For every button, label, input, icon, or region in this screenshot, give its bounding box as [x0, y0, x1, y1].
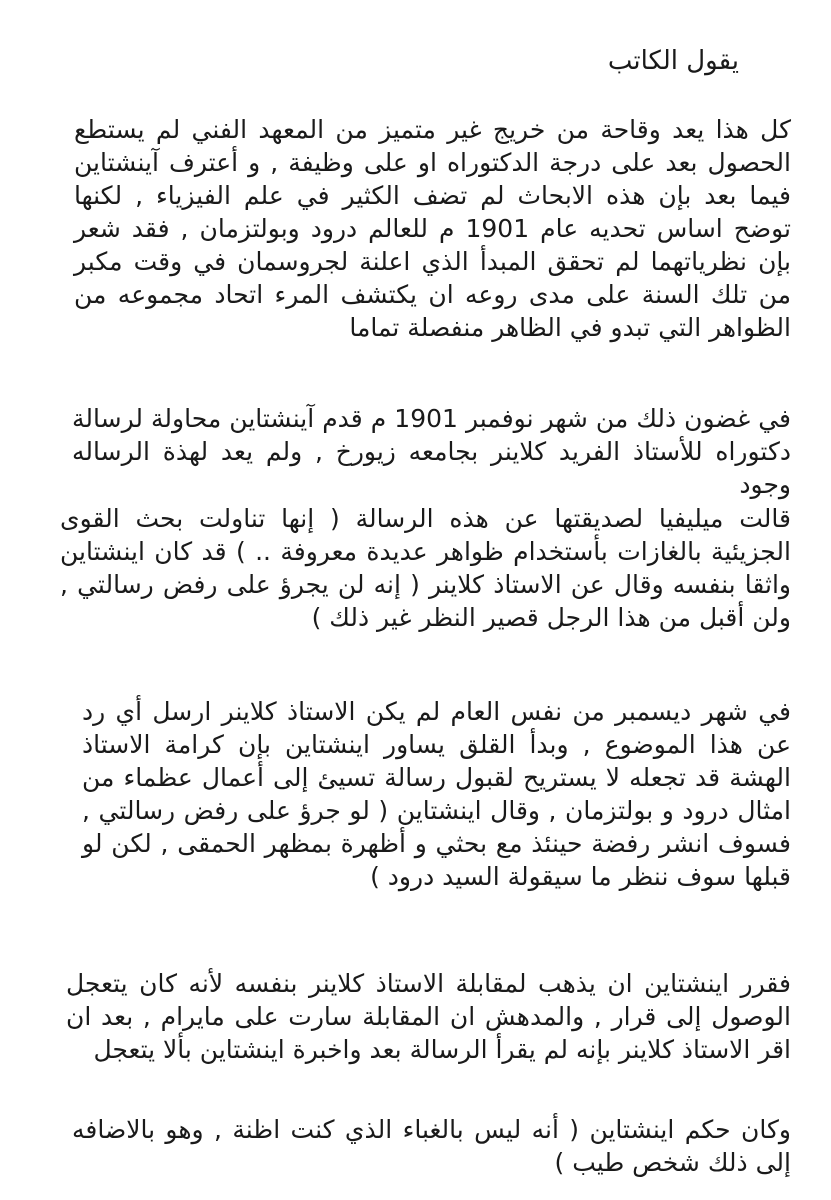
paragraph-1 — [74, 113, 791, 344]
paragraph-2 — [72, 402, 791, 501]
paragraph-text: قالت ميليفيا لصديقتها عن هذه الرسالة ( إنها تناولت بحث القوى الجزيئية بالغازات بأستخدام ظواهر عديدة معروفة .. ) قد كان اينشتاين واثقا بنفسه وقال عن الاستاذ كلاينر ( إنه لن يجرؤ على رفض رسالتي , ولن أقبل من هذا الرجل قصير النظر غير ذلك ) — [60, 504, 791, 632]
paragraph-5 — [66, 967, 791, 1066]
paragraph-text: فقرر اينشتاين ان يذهب لمقابلة الاستاذ كلاينر بنفسه لأنه كان يتعجل الوصول إلى قرار , والمدهش ان المقابلة سارت على مايرام , بعد ان اقر الاستاذ كلاينر بإنه لم يقرأ الرسالة بعد واخبرة اينشتاين بألا يتعجل — [66, 969, 791, 1064]
paragraph-3 — [60, 502, 791, 634]
paragraph-4 — [82, 695, 791, 893]
paragraph-text: في غضون ذلك من شهر نوفمبر 1901 م قدم آينشتاين محاولة لرسالة دكتوراه للأستاذ الفريد كلاينر بجامعه زيورخ , ولم يعد لهذة الرساله وجود — [72, 404, 791, 499]
paragraph-text: كل هذا يعد وقاحة من خريج غير متميز من المعهد الفني لم يستطع الحصول بعد على درجة الدكتوراه او على وظيفة , و أعترف آينشتاين فيما بعد بإن هذه الابحاث لم تضف الكثير في علم الفيزياء , لكنها توضح اساس تحديه عام 1901 م للعالم درود وبولتزمان , فقد شعر بإن نظرياتهما لم تحقق المبدأ الذي اعلنة لجروسمان في وقت مكبر من تلك السنة على مدى روعه ان يكتشف المرء اتحاد مجموعه من الظواهر التي تبدو في الظاهر منفصلة تماما — [74, 115, 791, 342]
paragraph-6 — [72, 1113, 791, 1179]
paragraph-text: وكان حكم اينشتاين ( أنه ليس بالغباء الذي كنت اظنة , وهو بالاضافه إلى ذلك شخص طيب ) — [72, 1115, 791, 1177]
author-heading: يقول الكاتب — [607, 46, 739, 76]
paragraph-text: في شهر ديسمبر من نفس العام لم يكن الاستاذ كلاينر ارسل أي رد عن هذا الموضوع , وبدأ القلق يساور اينشتاين بإن كرامة الاستاذ الهشة قد تجعله لا يستريح لقبول رسالة تسيئ إلى أعمال عظماء من امثال درود و بولتزمان , وقال اينشتاين ( لو جرؤ على رفض رسالتي , فسوف انشر رفضة حينئذ مع بحثي و أظهرة بمظهر الحمقى , لكن لو قبلها سوف ننظر ما سيقولة السيد درود ) — [82, 697, 791, 891]
